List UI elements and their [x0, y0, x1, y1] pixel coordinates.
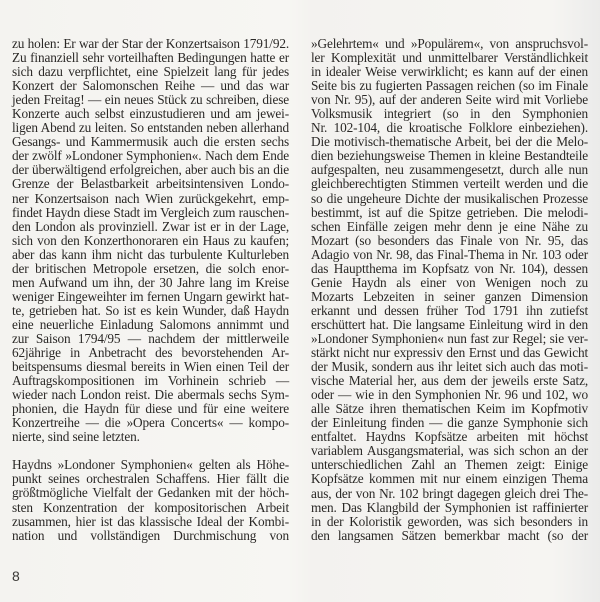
paragraph-gap — [12, 444, 289, 458]
text-line: erschüttert hat. Die langsame Einleitung wird in den — [311, 316, 588, 332]
paragraph — [311, 37, 588, 543]
text-line: gleichberechtigten Stimmen verteilt werden und die — [311, 176, 588, 192]
paragraph — [12, 458, 289, 542]
text-line: phonien, die Haydn für diese und für eine weitere — [12, 401, 289, 417]
text-line: ner Konzertsaison nach Wien zurückgekehrt, emp- — [12, 190, 289, 206]
text-line: sten Konzentration der kompositorischen Arbeit — [12, 499, 289, 515]
text-line: das Hauptthema im Kopfsatz von Nr. 104), dessen — [311, 260, 588, 276]
text-line: in der Koloristik geworden, was sich besonders in — [311, 513, 588, 529]
text-line: Seite bis zu fugierten Passagen reichen (so im Finale — [311, 78, 588, 94]
text-line: von Nr. 95), auf der anderen Seite wird mit Vorliebe — [311, 92, 588, 108]
text-line: den London als provinziell. Zwar ist er in der Lage, — [12, 218, 289, 234]
text-line: men Aufwand um ihn, der 30 Jahre lang im Kreise — [12, 274, 289, 290]
text-line: der überwältigend erfolgreichen, aber auch bis an die — [12, 162, 289, 178]
text-line: ler Komplexität und unmittelbarer Verständlichkeit — [311, 50, 588, 66]
text-line: Kopfsätze kommen mit nur einem einzigen Thema — [311, 471, 588, 487]
text-line: bestimmt, ist auf die Spitze getrieben. Die melodi- — [311, 204, 588, 220]
left-text-column — [12, 37, 289, 543]
text-line: der Einleitung finden — die ganze Symphonie sich — [311, 415, 588, 431]
page-number: 8 — [12, 568, 20, 584]
text-line: »Londoner Symphonien« nun fast zur Regel; sie ver- — [311, 330, 588, 346]
text-line: schen Einfälle zeigen mehr denn je eine Nähe zu — [311, 218, 588, 234]
text-line: Mozart (so besonders das Finale von Nr. 95, das — [311, 232, 588, 248]
text-line: stärkt nicht nur expressiv den Ernst und das Gewicht — [311, 345, 588, 361]
text-line: größtmögliche Vielfalt der Gedanken mit der höch- — [12, 485, 289, 501]
text-line: Konzerte auch selbst einzustudieren und am jewei- — [12, 106, 289, 122]
text-line: wieder nach London reist. Die abermals sechs Sym- — [12, 387, 289, 403]
text-line: der zwölf »Londoner Symphonien«. Nach dem Ende — [12, 148, 289, 164]
text-line: »Gelehrtem« und »Populärem«, von anspruchsvol- — [311, 36, 588, 51]
text-line: Haydns »Londoner Symphonien« gelten als Höhe- — [12, 457, 289, 473]
text-line: Volksmusik integriert (so in den Symphonien — [311, 106, 588, 122]
text-line: zusammen, hier ist das klassische Ideal der Kombi- — [12, 513, 289, 529]
text-line: der britischen Metropole ersetzen, die solch enor- — [12, 260, 289, 276]
text-line: unterschiedlichen Zahl an Themen zeigt: Einige — [311, 457, 588, 473]
text-line: ligen Abend zu leiten. So entstanden neben allerhand — [12, 120, 289, 136]
text-line: Nr. 102-104, die kroatische Folklore einbeziehen). — [311, 120, 588, 136]
text-line: den langsamen Sätzen bemerkbar macht (so der — [311, 527, 588, 543]
text-line: sich von den Konzerthonoraren ein Haus zu kaufen; — [12, 232, 289, 248]
text-line: in idealer Weise verwirklicht; es kann auf der einen — [311, 64, 588, 80]
text-line: entfaltet. Haydns Kopfsätze arbeiten mit höchst — [311, 429, 588, 445]
text-line: findet Haydn diese Stadt im Vergleich zum rauschen- — [12, 204, 289, 220]
text-line: Konzert der Salomonschen Reihe — und das war — [12, 78, 289, 94]
text-line: nation und vollständigen Durchmischung von — [12, 527, 289, 543]
text-line: aufgespalten, neu zusammengesetzt, durch alle nun — [311, 162, 588, 178]
text-line: Auftragskompositionen im Vorhinein schrieb — — [12, 373, 289, 389]
text-line: vische Material her, aus dem der jeweils erste Satz, — [311, 373, 588, 389]
right-text-column — [311, 37, 588, 543]
text-line: men. Das Klangbild der Symphonien ist raffinierter — [311, 499, 588, 515]
text-line: Zu finanziell sehr vorteilhaften Bedingungen hatte er — [12, 50, 289, 66]
text-line: nierte, sind seine letzten. — [12, 429, 140, 445]
paragraph — [12, 37, 289, 444]
text-line: eine neuerliche Einladung Salomons annimmt und — [12, 316, 289, 332]
text-line: alle Sätze ihren thematischen Keim im Kopfmotiv — [311, 401, 588, 417]
text-line: oder — wie in den Symphonien Nr. 96 und 102, wo — [311, 387, 588, 403]
text-line: te, getrieben hat. So ist es kein Wunder, daß Haydn — [12, 302, 289, 318]
text-line: Die motivisch-thematische Arbeit, bei der die Melo- — [311, 134, 588, 150]
text-line: Mozarts Lebzeiten in seiner ganzen Dimension — [311, 288, 588, 304]
text-line: sich dazu verpflichtet, eine Spielzeit lang für jedes — [12, 64, 289, 80]
text-line: erkannt und dessen früher Tod 1791 ihn zutiefst — [311, 302, 588, 318]
text-line: jeden Freitag! — ein neues Stück zu schreiben, diese — [12, 92, 289, 108]
text-line: variablem Ausgangsmaterial, was sich schon an der — [311, 443, 588, 459]
text-line: punkt seines orchestralen Schaffens. Hier fällt die — [12, 471, 289, 487]
text-line: aber das kann ihm nicht das turbulente Kulturleben — [12, 246, 289, 262]
text-line: so die ungeheure Dichte der musikalischen Prozesse — [311, 190, 588, 206]
text-line: Adagio von Nr. 98, das Final-Thema in Nr. 103 oder — [311, 246, 588, 262]
text-line: aus, der von Nr. 102 bringt dagegen gleich drei The- — [311, 485, 588, 501]
text-line: Genie Haydn als einer von Wenigen noch zu — [311, 274, 588, 290]
text-line: zu holen: Er war der Star der Konzertsaison 1791/92. — [12, 36, 289, 51]
text-line: 62jährige in Anbetracht des bevorstehenden Ar- — [12, 345, 289, 361]
text-line: zur Saison 1794/95 — nachdem der mittlerweile — [12, 330, 289, 346]
text-line: weniger Eingeweihter im fernen Ungarn gewirkt hat- — [12, 288, 289, 304]
text-line: der Musik, sondern aus ihr leitet sich auch das moti- — [311, 359, 588, 375]
text-line: beitspensums diesmal bereits in Wien einen Teil der — [12, 359, 289, 375]
text-line: Gesangs- und Kammermusik auch die ersten sechs — [12, 134, 289, 150]
text-line: Grenze der Belastbarkeit arbeitsintensiven Londo- — [12, 176, 289, 192]
text-line: dien beziehungsweise Themen in kleine Bestandteile — [311, 148, 588, 164]
text-line: Konzertreihe — die »Opera Concerts« — kompo- — [12, 415, 289, 431]
